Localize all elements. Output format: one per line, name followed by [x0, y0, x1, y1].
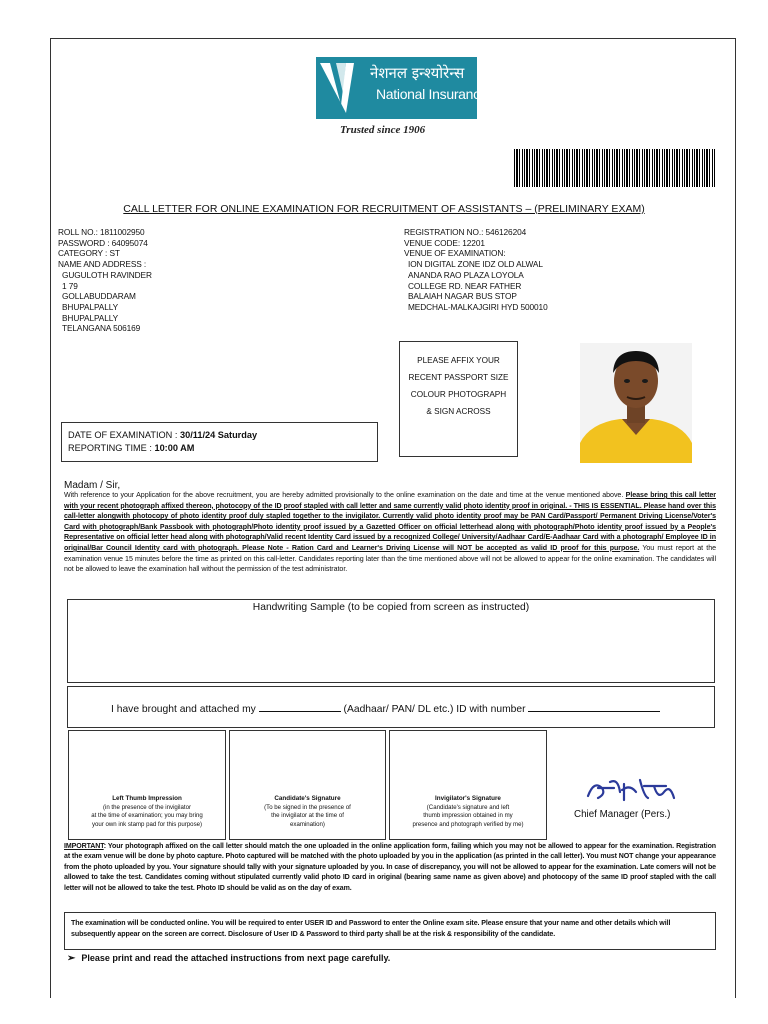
- box-title: Left Thumb Impression: [112, 795, 182, 802]
- box-line: (in the presence of the invigilator: [102, 803, 192, 811]
- box-line: thumb impression obtained in my: [423, 812, 513, 820]
- address-line: GOLLABUDDARAM: [62, 291, 136, 302]
- box-line: at the time of examination; you may bring: [91, 812, 203, 820]
- affix-line: PLEASE AFFIX YOUR: [417, 356, 500, 365]
- online-exam-notice: The examination will be conducted online. You will be required to enter USER ID and Password to enter the Online exam site. Please ensure that your name and other details which will subsequently appear on the screen are correct. Disclosure of User ID & Password to third party shall be at the risk & responsibility of the candidate.: [64, 912, 716, 950]
- id-type-blank: [259, 702, 341, 712]
- important-note: [64, 842, 716, 894]
- footer-note: [67, 953, 390, 964]
- address-line: GUGULOTH RAVINDER: [62, 269, 152, 280]
- venue-label: VENUE OF EXAMINATION:: [404, 248, 506, 259]
- footer-text: Please print and read the attached instructions from next page carefully.: [81, 953, 391, 963]
- handwriting-title: Handwriting Sample (to be copied from screen as instructed): [252, 602, 530, 613]
- left-thumb-box: [68, 730, 226, 840]
- exam-date-box: [61, 422, 378, 462]
- name-address-label: NAME AND ADDRESS :: [58, 259, 147, 270]
- candidate-portrait-icon: [580, 343, 692, 463]
- box-line: presence and photograph verified by me): [412, 820, 524, 828]
- important-label: IMPORTANT: [64, 843, 104, 850]
- box-line: your own ink stamp pad for this purpose): [91, 820, 203, 828]
- id-number-blank: [528, 702, 660, 712]
- affix-line: COLOUR PHOTOGRAPH: [410, 390, 507, 399]
- id-line-middle: (Aadhaar/ PAN/ DL etc.) ID with number: [340, 704, 529, 715]
- candidate-info: [58, 227, 152, 334]
- address-line: BHUPALPALLY: [62, 301, 119, 312]
- password: PASSWORD : 64095074: [58, 237, 148, 248]
- affix-photo-box: [399, 341, 518, 457]
- box-line: the invigilator at the time of: [271, 812, 344, 820]
- handwriting-sample-box: [67, 599, 715, 683]
- category: CATEGORY : ST: [58, 248, 120, 259]
- para-intro: With reference to your Application for the above recruitment, you are hereby admitted provisionally to the online examination on the date and time at the venue mentioned above.: [64, 491, 626, 499]
- exam-date-value: 30/11/24 Saturday: [179, 430, 258, 440]
- reporting-time-value: 10:00 AM: [154, 443, 195, 453]
- venue-line: ION DIGITAL ZONE IDZ OLD ALWAL: [408, 259, 543, 270]
- para-id-requirements: Please bring this call letter with your recent photograph affixed thereon, photocopy of the ID proof stapled with call letter and same currently valid photo identity proof in original. - THIS IS ESSENTIAL. Please hand over this call-letter alongwith photocopy of photo identity proof duly stapled together to the invigilator. Currently valid photo identity proof may be PAN Card/Passport/ Permanent Driving License/Voter's Card with photograph/Bank Passbook with photograph/Photo identity proof issued by a Gazetted Officer on official letterhead along with photograph/Photo identity proof issued by a People's Representative on official letter head along with photograph/Valid recent Identity Card issued by a recognized College/ University/Aadhaar Card/E-Aadhaar Card with a photograph/ Employee ID in original/Bar Council Identity card with photograph. Please Note - Ration Card and Learner's Driving License will NOT be accepted as valid ID proof for this purpose.: [64, 491, 716, 552]
- venue-line: COLLEGE RD. NEAR FATHER: [408, 280, 522, 291]
- candidate-signature-box: [229, 730, 386, 840]
- invigilator-signature-box: [389, 730, 547, 840]
- barcode: [514, 149, 716, 187]
- venue-line: ANANDA RAO PLAZA LOYOLA: [408, 269, 524, 280]
- chief-manager-signature: [584, 770, 680, 808]
- address-line: 1 79: [62, 280, 78, 291]
- arrow-bullet-icon: ➢: [67, 953, 76, 964]
- candidate-photo: [580, 343, 692, 463]
- brand-hindi-name: नेशनल इन्श्योरेन्स: [370, 64, 465, 82]
- box-line: examination): [290, 820, 325, 828]
- box-line: (Candidate's signature and left: [426, 803, 510, 811]
- venue-code: VENUE CODE: 12201: [404, 237, 485, 248]
- box-line: (To be signed in the presence of: [264, 803, 351, 811]
- venue-line: BALAIAH NAGAR BUS STOP: [408, 291, 517, 302]
- id-line-before: I have brought and attached my: [111, 704, 259, 715]
- chief-manager-label: Chief Manager (Pers.): [574, 809, 671, 820]
- instructions-paragraph: [64, 490, 716, 575]
- brand-english-name: National Insurance: [376, 86, 488, 102]
- box-title: Candidate's Signature: [274, 795, 341, 802]
- important-text: : Your photograph affixed on the call letter should match the one uploaded in the online application form, failing which you may not be allowed to appear for the examination. Registration at the exam venue will be done by photo capture. Photo captured will be matched with the photo uploaded by you in the application (as printed in the call letter). You must NOT change your appearance from the photo uploaded by you. Your signature should tally with your signature uploaded by you. In case of discrepancy, you will not be allowed to appear for the examination. Late comers will not be allowed to take the test. Candidates coming without stipulated currently valid photo ID card in original (bearing same name as given above) and photocopy of the same ID proof stapled with the call letter will not be allowed to take the test. Photo ID should be valid as on the day of exam.: [64, 843, 716, 892]
- affix-line: & SIGN ACROSS: [426, 407, 491, 416]
- exam-date-label: DATE OF EXAMINATION :: [68, 430, 180, 440]
- salutation: Madam / Sir,: [64, 480, 121, 491]
- roll-number: ROLL NO.: 1811002950: [58, 227, 145, 237]
- venue-info: [404, 227, 548, 313]
- registration-number: REGISTRATION NO.: 546126204: [404, 227, 527, 237]
- para-reporting: You must report at the examination venue 15 minutes before the time as printed on this call-letter. Candidates reporting later than the time mentioned above will not be allowed to appear for the online examination. The candidates will not be allowed to leave the examination hall without the permission of the test administrator.: [64, 543, 716, 574]
- affix-line: RECENT PASSPORT SIZE: [408, 373, 509, 382]
- address-line: TELANGANA 506169: [62, 323, 141, 334]
- address-line: BHUPALPALLY: [62, 312, 119, 323]
- page-title: CALL LETTER FOR ONLINE EXAMINATION FOR RECRUITMENT OF ASSISTANTS – (PRELIMINARY EXAM): [123, 203, 645, 215]
- brand-tagline: Trusted since 1906: [340, 124, 426, 136]
- venue-line: MEDCHAL-MALKAJGIRI HYD 500010: [408, 301, 548, 312]
- reporting-time-label: REPORTING TIME :: [68, 443, 155, 453]
- id-declaration-box: [67, 686, 715, 728]
- box-title: Invigilator's Signature: [435, 795, 501, 802]
